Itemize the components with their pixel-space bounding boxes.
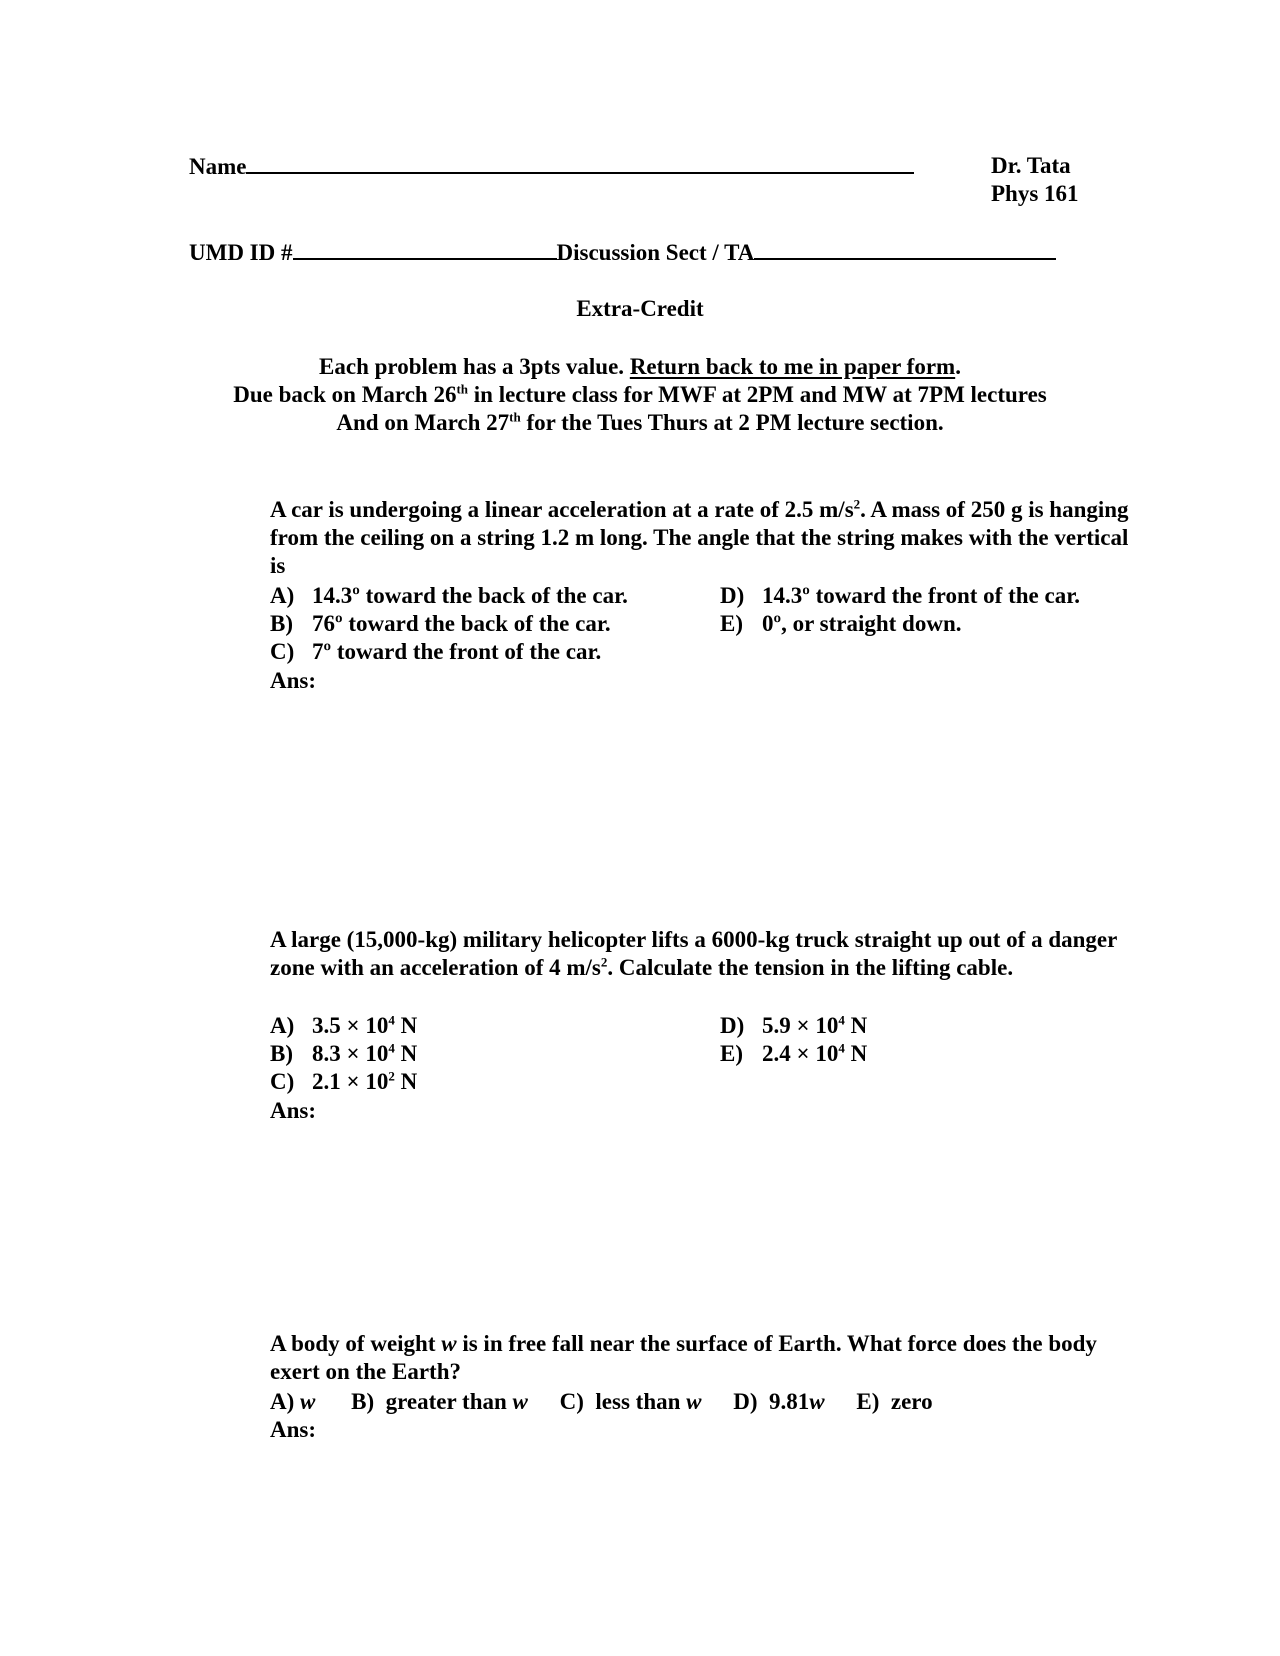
- option-text: 7º toward the front of the car.: [312, 639, 602, 664]
- q3-option-d[interactable]: [733, 1389, 824, 1414]
- q3-variable: w: [441, 1331, 457, 1356]
- q2-option-a[interactable]: [270, 1012, 417, 1040]
- option-letter: D): [720, 1013, 745, 1038]
- q3-answer-label[interactable]: Ans:: [270, 1417, 317, 1442]
- option-exponent: 4: [838, 1040, 845, 1056]
- question-1-text: [270, 496, 1130, 580]
- due-date-mwf-rest: in lecture class for MWF at 2PM and MW at 7PM lectures: [468, 382, 1047, 407]
- umd-id-blank-line[interactable]: [293, 238, 557, 260]
- q1-exponent: 2: [853, 496, 861, 512]
- option-text: less than: [595, 1389, 687, 1414]
- instructions-period: .: [955, 354, 961, 379]
- q2-option-d[interactable]: [720, 1012, 867, 1040]
- instructions-value-text: Each problem has a 3pts value.: [319, 354, 625, 379]
- option-unit: N: [394, 1041, 418, 1066]
- q2-text-part-a: A large (15,000-kg) military helicopter lifts a 6000-kg truck straight up out of a danger zone with an acceleration of 4 m/s: [270, 927, 1117, 980]
- instructions-line-3: [0, 409, 1280, 437]
- q2-answer-label[interactable]: Ans:: [270, 1098, 317, 1123]
- instructions-line-1: [0, 353, 1280, 381]
- q2-option-e[interactable]: [720, 1040, 867, 1068]
- q2-option-b[interactable]: [270, 1040, 417, 1068]
- q3-option-c[interactable]: [560, 1389, 702, 1414]
- option-letter: E): [856, 1389, 880, 1414]
- option-letter: A): [270, 1389, 295, 1414]
- option-unit: N: [844, 1041, 868, 1066]
- option-letter: A): [270, 583, 295, 608]
- option-text: zero: [890, 1389, 933, 1414]
- q3-option-e[interactable]: [856, 1389, 932, 1414]
- id-discussion-row: [189, 238, 1056, 267]
- option-text: 76º toward the back of the car.: [312, 611, 611, 636]
- option-text: 14.3º toward the front of the car.: [762, 583, 1081, 608]
- course-code: Phys 161: [991, 181, 1079, 206]
- q1-option-b[interactable]: [270, 610, 611, 638]
- option-variable: w: [512, 1389, 528, 1414]
- instructor-name: Dr. Tata: [991, 153, 1071, 178]
- q2-option-c[interactable]: [270, 1068, 417, 1096]
- q3-text-part-a: A body of weight: [270, 1331, 442, 1356]
- option-letter: C): [270, 639, 295, 664]
- q1-option-d[interactable]: [720, 582, 1080, 610]
- option-unit: N: [394, 1013, 418, 1038]
- name-label: Name: [189, 154, 247, 179]
- option-letter: B): [270, 611, 293, 636]
- instructions-return-text: Return back to me in paper form: [629, 354, 956, 379]
- option-text: 0º, or straight down.: [762, 611, 962, 636]
- instructions-line-2: [0, 381, 1280, 409]
- due-date-tth-text: And on March 27: [336, 410, 510, 435]
- option-variable: w: [686, 1389, 702, 1414]
- q1-answer-label[interactable]: Ans:: [270, 668, 317, 693]
- option-variable: w: [809, 1389, 825, 1414]
- option-letter: D): [733, 1389, 758, 1414]
- question-2-text: [270, 926, 1130, 982]
- option-letter: C): [270, 1069, 295, 1094]
- name-blank-line[interactable]: [246, 152, 914, 174]
- option-mantissa: 5.9 × 10: [762, 1013, 839, 1038]
- option-exponent: 2: [388, 1068, 395, 1084]
- option-letter: C): [559, 1389, 584, 1414]
- q3-text-part-b: is in free fall near the surface of Earth. What force does the body exert on the Earth?: [270, 1331, 1097, 1384]
- q1-option-a[interactable]: [270, 582, 628, 610]
- q1-option-c[interactable]: [270, 638, 601, 666]
- option-unit: N: [394, 1069, 418, 1094]
- option-text: greater than: [385, 1389, 513, 1414]
- q2-exponent: 2: [600, 954, 608, 970]
- q1-option-e[interactable]: [720, 610, 962, 638]
- ordinal-suffix: th: [456, 381, 469, 397]
- option-letter: E): [720, 1041, 743, 1066]
- option-mantissa: 3.5 × 10: [312, 1013, 389, 1038]
- q1-text-part-b: . A mass of 250 g is hanging from the ceiling on a string 1.2 m long. The angle that the string makes with the vertical is: [270, 497, 1129, 578]
- option-letter: D): [720, 583, 745, 608]
- option-exponent: 4: [388, 1040, 395, 1056]
- due-date-mwf-text: Due back on March 26: [233, 382, 457, 407]
- option-letter: B): [351, 1389, 375, 1414]
- option-letter: E): [720, 611, 743, 636]
- discussion-label: Discussion Sect / TA: [556, 240, 755, 265]
- ordinal-suffix: th: [509, 409, 521, 425]
- q2-text-part-b: . Calculate the tension in the lifting cable.: [607, 955, 1014, 980]
- name-field-row: [189, 152, 914, 181]
- option-mantissa: 2.1 × 10: [312, 1069, 389, 1094]
- page-title: Extra-Credit: [576, 296, 704, 321]
- option-letter: B): [270, 1041, 293, 1066]
- discussion-blank-line[interactable]: [754, 238, 1056, 260]
- q1-text-part-a: A car is undergoing a linear acceleration at a rate of 2.5 m/s: [270, 497, 854, 522]
- option-mantissa: 8.3 × 10: [312, 1041, 389, 1066]
- umd-id-label: UMD ID #: [189, 240, 293, 265]
- option-letter: A): [270, 1013, 295, 1038]
- option-mantissa: 2.4 × 10: [762, 1041, 839, 1066]
- option-text: 14.3º toward the back of the car.: [312, 583, 628, 608]
- q3-option-a[interactable]: [270, 1389, 315, 1414]
- question-3-text: [270, 1330, 1130, 1386]
- option-exponent: 4: [388, 1012, 395, 1028]
- q3-options-row: [270, 1388, 933, 1416]
- option-unit: N: [844, 1013, 868, 1038]
- q3-option-b[interactable]: [351, 1389, 528, 1414]
- due-date-tth-rest: for the Tues Thurs at 2 PM lecture section.: [520, 410, 944, 435]
- option-variable: w: [300, 1389, 316, 1414]
- option-text: 9.81: [769, 1389, 810, 1414]
- option-exponent: 4: [838, 1012, 845, 1028]
